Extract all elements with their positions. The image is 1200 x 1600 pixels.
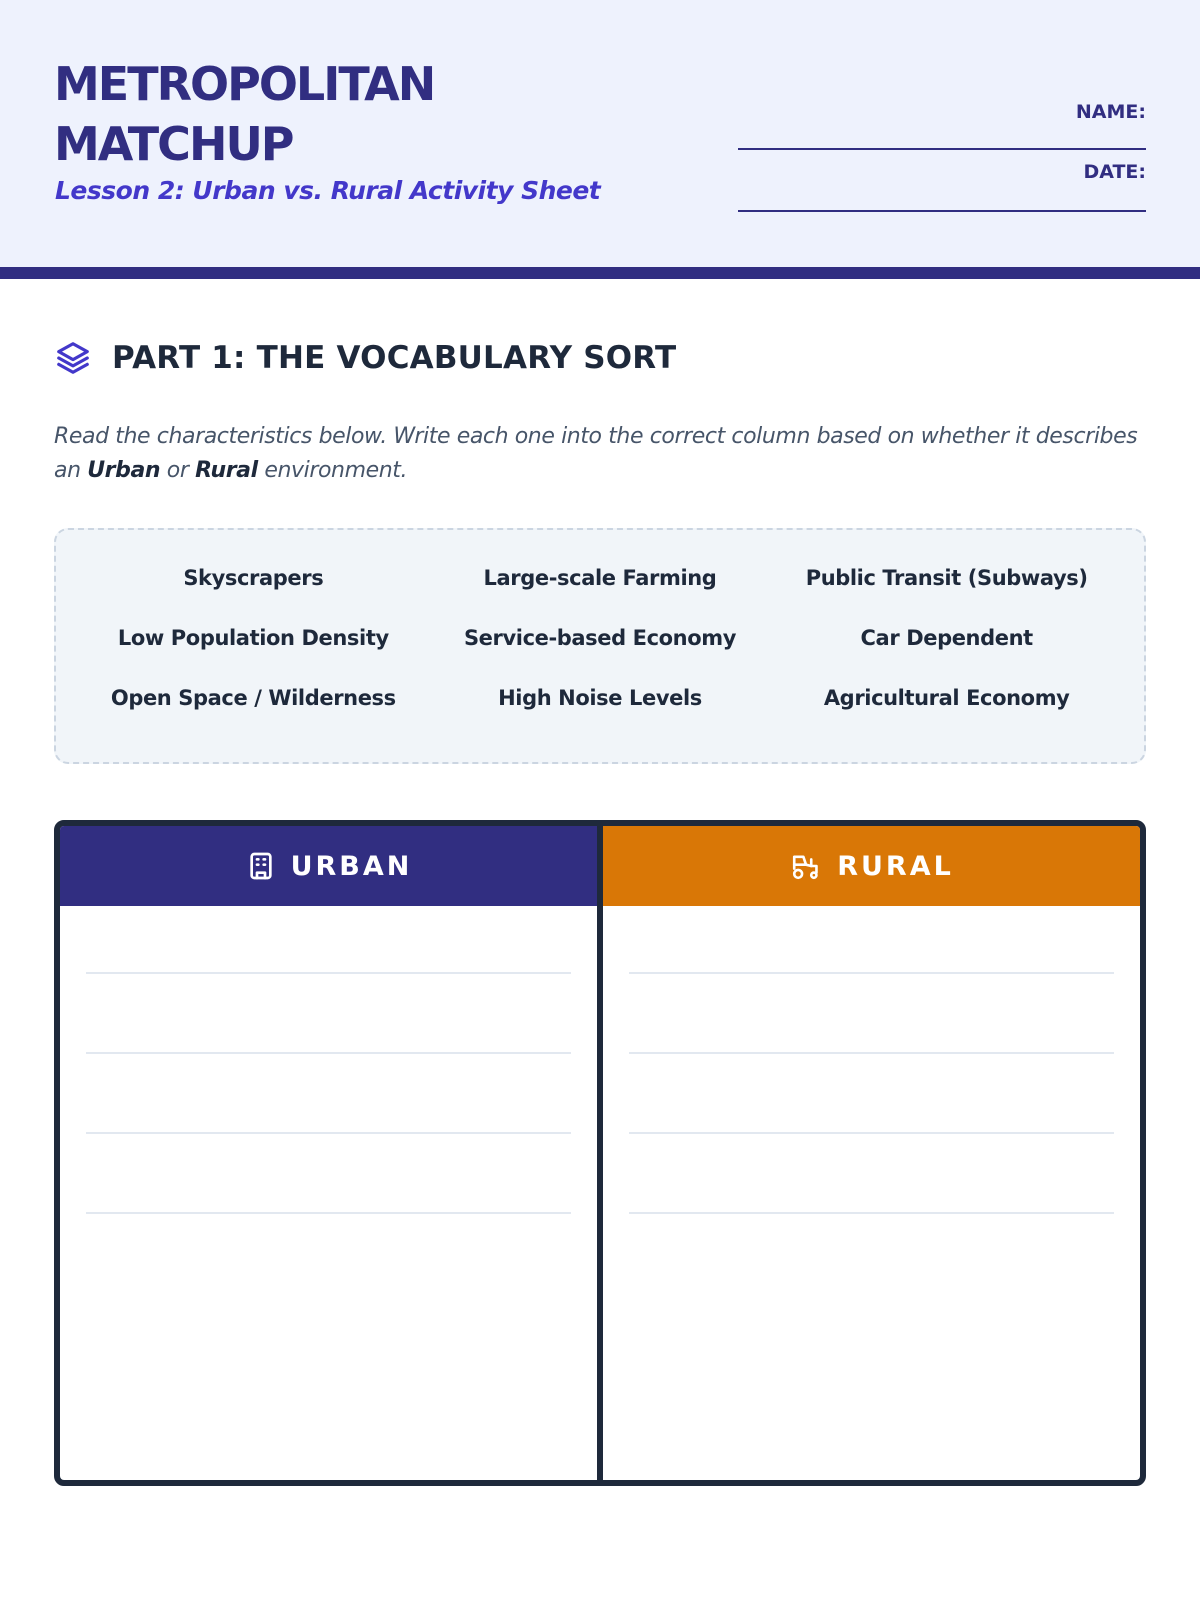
rural-column-header	[603, 826, 1140, 906]
urban-label: URBAN	[290, 850, 413, 882]
word-bank-item: Open Space / Wilderness	[110, 686, 396, 710]
instructions-text: environment.	[257, 458, 408, 483]
instructions-text: Read the characteristics below. Write each one into the correct column based on whether it describes an	[54, 424, 1138, 483]
word-bank-item: High Noise Levels	[498, 686, 702, 710]
name-line	[738, 148, 1146, 150]
urban-write-line[interactable]	[86, 1052, 571, 1054]
header-divider	[0, 267, 1200, 279]
building-icon	[245, 850, 277, 882]
word-bank-item: Service-based Economy	[463, 626, 737, 650]
worksheet-subtitle: Lesson 2: Urban vs. Rural Activity Sheet	[55, 176, 601, 205]
word-bank-item: Car Dependent	[860, 626, 1033, 650]
part1-title: PART 1: THE VOCABULARY SORT	[112, 340, 677, 376]
instructions-urban: Urban	[87, 458, 161, 483]
word-bank-item: Large-scale Farming	[483, 566, 717, 590]
rural-write-line[interactable]	[629, 1132, 1114, 1134]
date-label: DATE:	[1083, 161, 1146, 183]
layers-icon	[54, 339, 92, 377]
name-label: NAME:	[1075, 101, 1146, 123]
urban-write-line[interactable]	[86, 1212, 571, 1214]
rural-label: RURAL	[837, 850, 954, 882]
urban-column	[60, 826, 603, 1480]
worksheet-header	[0, 0, 1200, 267]
word-bank	[54, 528, 1146, 764]
rural-column	[603, 826, 1140, 1480]
rural-write-line[interactable]	[629, 1052, 1114, 1054]
sort-table	[54, 820, 1146, 1486]
urban-write-line[interactable]	[86, 1132, 571, 1134]
date-line	[738, 210, 1146, 212]
worksheet-title: METROPOLITAN MATCHUP	[54, 57, 435, 171]
word-bank-item: Agricultural Economy	[823, 686, 1070, 710]
word-bank-item: Low Population Density	[117, 626, 389, 650]
instructions-rural: Rural	[195, 458, 258, 483]
urban-write-line[interactable]	[86, 972, 571, 974]
instructions	[54, 420, 1150, 488]
rural-write-line[interactable]	[629, 1212, 1114, 1214]
rural-write-line[interactable]	[629, 972, 1114, 974]
word-bank-item: Public Transit (Subways)	[805, 566, 1088, 590]
instructions-text: or	[160, 458, 196, 483]
urban-column-header	[60, 826, 597, 906]
tractor-icon	[789, 850, 823, 882]
part1-heading	[54, 334, 676, 382]
word-bank-item: Skyscrapers	[183, 566, 324, 590]
